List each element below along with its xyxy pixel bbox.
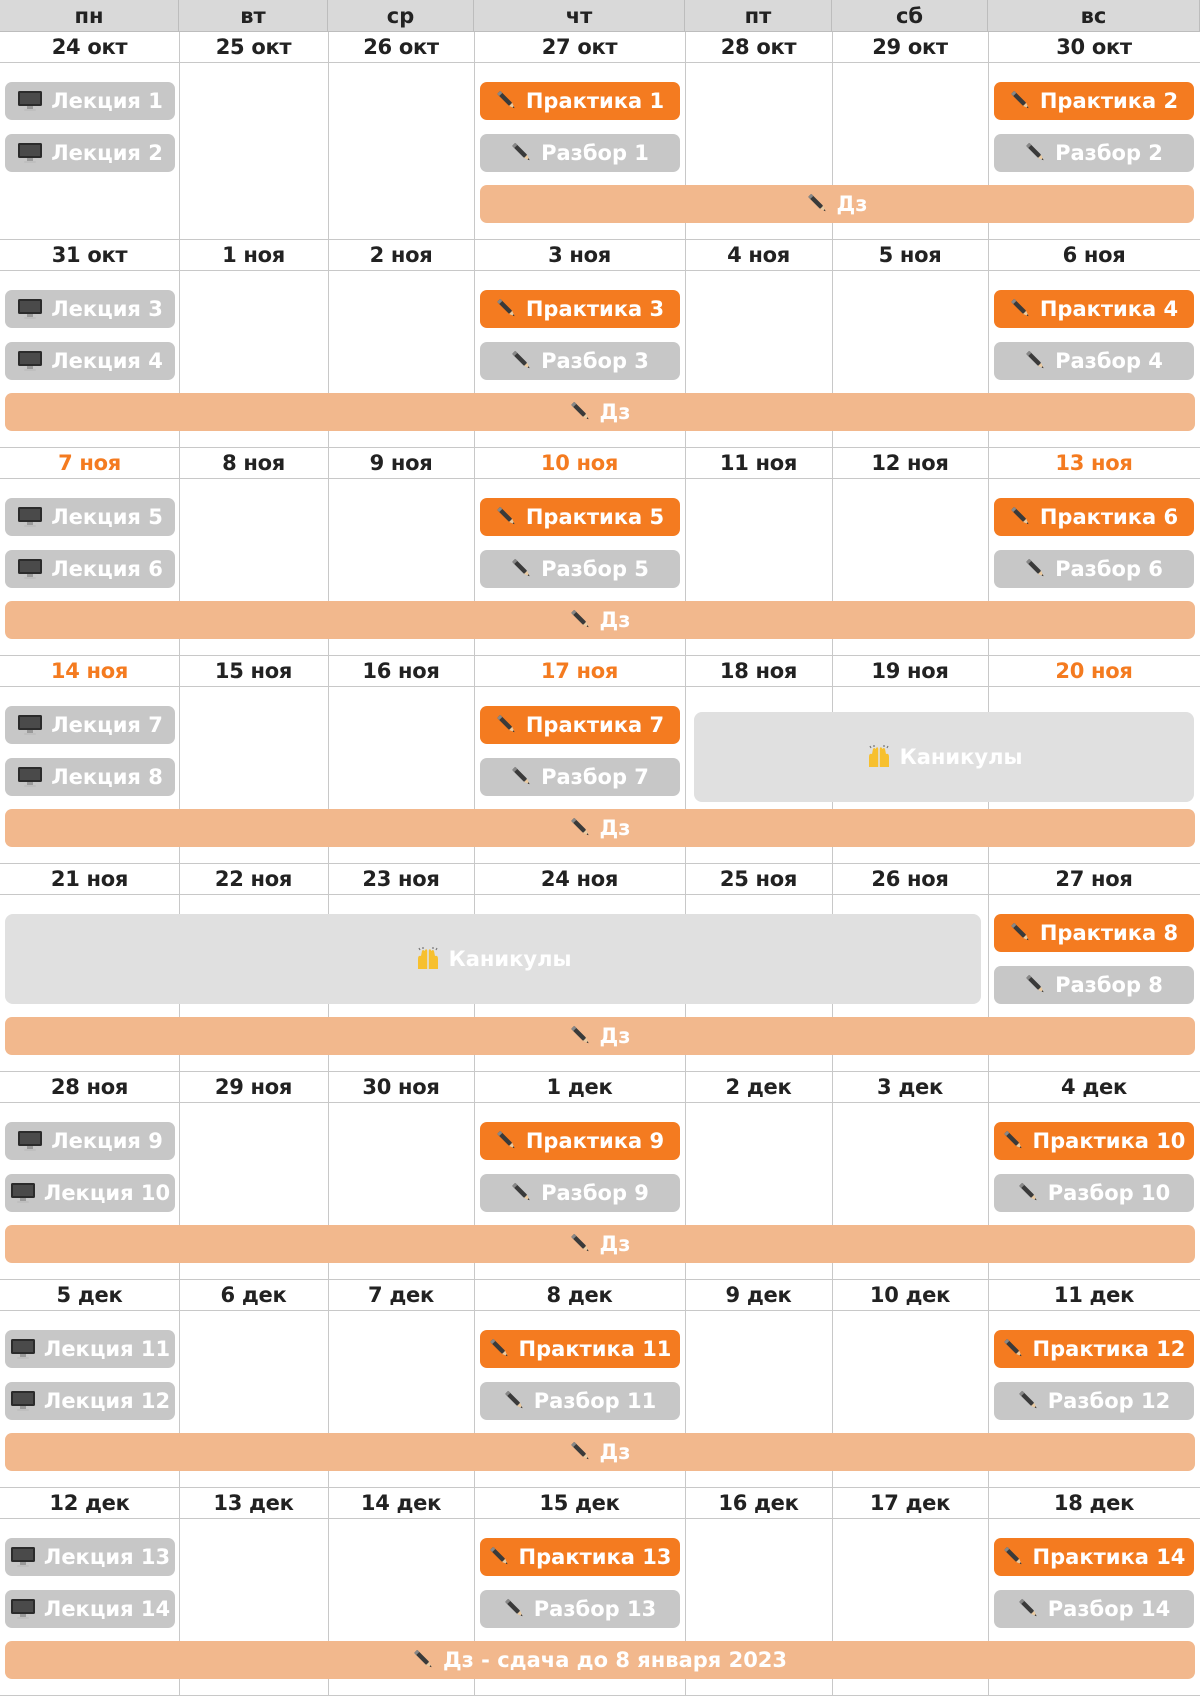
- date-label: 3 дек: [877, 1075, 943, 1099]
- lecture-pill[interactable]: [5, 1174, 175, 1212]
- practice-pill[interactable]: [480, 1538, 680, 1576]
- practice-pill[interactable]: [480, 1330, 680, 1368]
- practice-pill[interactable]: [994, 914, 1194, 952]
- lecture-pill[interactable]: [5, 290, 175, 328]
- review-pill[interactable]: [480, 1590, 680, 1628]
- date-label: 17 дек: [869, 1491, 951, 1515]
- practice-pill[interactable]: [994, 82, 1194, 120]
- date-label: 18 дек: [1053, 1491, 1135, 1515]
- pencil-icon: [1010, 298, 1032, 320]
- homework-bar[interactable]: [5, 1641, 1195, 1679]
- pill-label: Практика 5: [525, 505, 665, 529]
- pencil-icon: [1010, 90, 1032, 112]
- practice-pill[interactable]: [480, 82, 680, 120]
- homework-bar[interactable]: [5, 393, 1195, 431]
- grid-hline: [0, 1102, 1200, 1103]
- vacation-label: Каникулы: [448, 947, 572, 971]
- raised-hands-icon: [415, 947, 441, 971]
- pencil-icon: [489, 1338, 511, 1360]
- review-pill[interactable]: [480, 758, 680, 796]
- date-label: 9 ноя: [369, 451, 433, 475]
- review-pill[interactable]: [994, 342, 1194, 380]
- pencil-icon: [496, 298, 518, 320]
- weekday-header-2: ср: [328, 0, 474, 32]
- raised-hands-icon: [866, 745, 892, 769]
- date-label: 30 окт: [1056, 35, 1132, 59]
- pencil-icon: [504, 1598, 526, 1620]
- grid-hline: [0, 894, 1200, 895]
- weekday-header-6: вс: [988, 0, 1200, 32]
- pill-label: Разбор 6: [1055, 557, 1163, 581]
- date-label: 25 окт: [215, 35, 292, 59]
- date-label: 25 ноя: [719, 867, 798, 891]
- date-label: 3 ноя: [548, 243, 611, 267]
- practice-pill[interactable]: [994, 1330, 1194, 1368]
- grid-vline: [328, 32, 329, 240]
- pill-label: Практика 7: [525, 713, 665, 737]
- date-label: 9 дек: [725, 1283, 792, 1307]
- date-label: 10 ноя: [540, 451, 619, 475]
- grid-hline: [0, 478, 1200, 479]
- pencil-icon: [570, 1441, 592, 1463]
- pill-label: Лекция 9: [51, 1129, 163, 1153]
- vacation-label: Каникулы: [899, 745, 1023, 769]
- pencil-icon: [1025, 974, 1047, 996]
- date-label: 28 окт: [720, 35, 797, 59]
- review-pill[interactable]: [480, 1382, 680, 1420]
- date-label: 24 ноя: [540, 867, 619, 891]
- homework-bar[interactable]: [480, 185, 1194, 223]
- date-label: 14 ноя: [50, 659, 129, 683]
- date-label: 10 дек: [869, 1283, 951, 1307]
- pencil-icon: [1018, 1598, 1040, 1620]
- pill-label: Практика 12: [1032, 1337, 1186, 1361]
- date-label: 19 ноя: [871, 659, 949, 683]
- date-label: 17 ноя: [540, 659, 619, 683]
- pencil-icon: [504, 1390, 526, 1412]
- pencil-icon: [1003, 1338, 1025, 1360]
- date-label: 29 окт: [872, 35, 948, 59]
- pencil-icon: [413, 1649, 435, 1671]
- pencil-icon: [1018, 1182, 1040, 1204]
- date-label: 13 ноя: [1055, 451, 1133, 475]
- review-pill[interactable]: [994, 1382, 1194, 1420]
- date-label: 16 дек: [718, 1491, 799, 1515]
- pencil-icon: [570, 1025, 592, 1047]
- grid-vline: [474, 32, 475, 240]
- pencil-icon: [1010, 922, 1032, 944]
- computer-icon: [10, 1598, 36, 1620]
- lecture-pill[interactable]: [5, 706, 175, 744]
- pill-label: Разбор 9: [541, 1181, 649, 1205]
- pencil-icon: [511, 766, 533, 788]
- pill-label: Лекция 14: [43, 1597, 171, 1621]
- date-label: 23 ноя: [362, 867, 440, 891]
- pill-label: Практика 10: [1032, 1129, 1186, 1153]
- pill-label: Лекция 4: [51, 349, 163, 373]
- pencil-icon: [1003, 1130, 1025, 1152]
- homework-bar[interactable]: [5, 1017, 1195, 1055]
- review-pill[interactable]: [994, 550, 1194, 588]
- computer-icon: [17, 90, 43, 112]
- date-label: 22 ноя: [214, 867, 293, 891]
- date-label: 7 дек: [368, 1283, 434, 1307]
- computer-icon: [17, 1130, 43, 1152]
- review-pill[interactable]: [480, 134, 680, 172]
- date-label: 12 дек: [49, 1491, 130, 1515]
- pencil-icon: [496, 1130, 518, 1152]
- date-label: 15 ноя: [214, 659, 293, 683]
- vacation-block: [5, 914, 981, 1004]
- review-pill[interactable]: [994, 1590, 1194, 1628]
- pencil-icon: [1010, 506, 1032, 528]
- weekday-header-4: пт: [685, 0, 832, 32]
- grid-hline: [0, 270, 1200, 271]
- pill-label: Разбор 7: [541, 765, 649, 789]
- pencil-icon: [570, 817, 592, 839]
- practice-pill[interactable]: [994, 1538, 1194, 1576]
- grid-hline: [0, 62, 1200, 63]
- pencil-icon: [511, 142, 533, 164]
- date-label: 6 дек: [220, 1283, 287, 1307]
- pill-label: Дз: [599, 816, 631, 840]
- pill-label: Разбор 5: [541, 557, 649, 581]
- pill-label: Дз: [599, 400, 631, 424]
- pill-label: Дз: [599, 608, 631, 632]
- date-label: 21 ноя: [50, 867, 129, 891]
- computer-icon: [10, 1390, 36, 1412]
- lecture-pill[interactable]: [5, 1122, 175, 1160]
- pencil-icon: [511, 1182, 533, 1204]
- pill-label: Лекция 2: [51, 141, 163, 165]
- pencil-icon: [570, 1233, 592, 1255]
- lecture-pill[interactable]: [5, 1538, 175, 1576]
- computer-icon: [17, 766, 43, 788]
- pill-label: Дз: [836, 192, 868, 216]
- pencil-icon: [570, 401, 592, 423]
- lecture-pill[interactable]: [5, 550, 175, 588]
- pill-label: Практика 3: [525, 297, 665, 321]
- pencil-icon: [1025, 142, 1047, 164]
- date-label: 13 дек: [213, 1491, 294, 1515]
- pencil-icon: [1018, 1390, 1040, 1412]
- pill-label: Практика 4: [1039, 297, 1179, 321]
- review-pill[interactable]: [480, 1174, 680, 1212]
- weekday-header-3: чт: [474, 0, 685, 32]
- grid-hline: [0, 1518, 1200, 1519]
- lecture-pill[interactable]: [5, 1590, 175, 1628]
- date-label: 8 дек: [546, 1283, 613, 1307]
- computer-icon: [10, 1338, 36, 1360]
- weekday-header-0: пн: [0, 0, 179, 32]
- date-label: 6 ноя: [1062, 243, 1126, 267]
- lecture-pill[interactable]: [5, 1382, 175, 1420]
- pill-label: Практика 6: [1039, 505, 1179, 529]
- grid-vline: [179, 32, 180, 240]
- pencil-icon: [1003, 1546, 1025, 1568]
- date-label: 30 ноя: [362, 1075, 440, 1099]
- date-label: 28 ноя: [50, 1075, 129, 1099]
- pill-label: Дз: [599, 1024, 631, 1048]
- pill-label: Лекция 8: [51, 765, 163, 789]
- pill-label: Лекция 11: [43, 1337, 171, 1361]
- grid-hline: [0, 1310, 1200, 1311]
- computer-icon: [17, 142, 43, 164]
- lecture-pill[interactable]: [5, 82, 175, 120]
- review-pill[interactable]: [994, 134, 1194, 172]
- pill-label: Разбор 13: [533, 1597, 657, 1621]
- pill-label: Дз: [599, 1232, 631, 1256]
- homework-bar[interactable]: [5, 809, 1195, 847]
- pill-label: Разбор 2: [1055, 141, 1163, 165]
- date-label: 11 дек: [1053, 1283, 1135, 1307]
- pill-label: Лекция 12: [43, 1389, 171, 1413]
- practice-pill[interactable]: [994, 290, 1194, 328]
- practice-pill[interactable]: [480, 706, 680, 744]
- lecture-pill[interactable]: [5, 1330, 175, 1368]
- date-label: 2 дек: [725, 1075, 792, 1099]
- pill-label: Разбор 1: [541, 141, 649, 165]
- pencil-icon: [1025, 558, 1047, 580]
- lecture-pill[interactable]: [5, 758, 175, 796]
- weekday-header-1: вт: [179, 0, 328, 32]
- date-label: 31 окт: [51, 243, 128, 267]
- pill-label: Разбор 8: [1055, 973, 1163, 997]
- computer-icon: [17, 714, 43, 736]
- date-label: 2 ноя: [369, 243, 433, 267]
- date-label: 1 ноя: [222, 243, 285, 267]
- pill-label: Разбор 11: [533, 1389, 657, 1413]
- pill-label: Разбор 12: [1047, 1389, 1171, 1413]
- practice-pill[interactable]: [480, 290, 680, 328]
- pill-label: Практика 1: [525, 89, 665, 113]
- pill-label: Практика 14: [1032, 1545, 1186, 1569]
- computer-icon: [17, 350, 43, 372]
- computer-icon: [10, 1546, 36, 1568]
- date-label: 29 ноя: [214, 1075, 293, 1099]
- date-label: 4 ноя: [727, 243, 790, 267]
- pencil-icon: [511, 558, 533, 580]
- pill-label: Дз - сдача до 8 января 2023: [442, 1648, 788, 1672]
- pill-label: Практика 8: [1039, 921, 1179, 945]
- pill-label: Лекция 7: [51, 713, 163, 737]
- pill-label: Практика 2: [1039, 89, 1179, 113]
- date-label: 14 дек: [360, 1491, 442, 1515]
- homework-bar[interactable]: [5, 1433, 1195, 1471]
- date-label: 16 ноя: [362, 659, 440, 683]
- pill-label: Практика 13: [518, 1545, 672, 1569]
- lecture-pill[interactable]: [5, 498, 175, 536]
- review-pill[interactable]: [480, 550, 680, 588]
- date-label: 27 ноя: [1055, 867, 1133, 891]
- date-label: 12 ноя: [871, 451, 949, 475]
- pill-label: Лекция 13: [43, 1545, 171, 1569]
- homework-bar[interactable]: [5, 601, 1195, 639]
- pencil-icon: [570, 609, 592, 631]
- weekday-header-5: сб: [832, 0, 988, 32]
- date-label: 20 ноя: [1055, 659, 1133, 683]
- computer-icon: [17, 506, 43, 528]
- pencil-icon: [496, 714, 518, 736]
- date-label: 1 дек: [546, 1075, 613, 1099]
- review-pill[interactable]: [994, 966, 1194, 1004]
- homework-bar[interactable]: [5, 1225, 1195, 1263]
- date-label: 4 дек: [1061, 1075, 1127, 1099]
- pill-label: Лекция 5: [51, 505, 163, 529]
- review-pill[interactable]: [480, 342, 680, 380]
- date-label: 24 окт: [51, 35, 128, 59]
- grid-hline: [0, 686, 1200, 687]
- pill-label: Практика 9: [525, 1129, 665, 1153]
- pencil-icon: [496, 506, 518, 528]
- lecture-pill[interactable]: [5, 134, 175, 172]
- pencil-icon: [489, 1546, 511, 1568]
- pill-label: Практика 11: [518, 1337, 672, 1361]
- pill-label: Разбор 3: [541, 349, 649, 373]
- date-label: 26 ноя: [871, 867, 949, 891]
- pencil-icon: [496, 90, 518, 112]
- computer-icon: [17, 558, 43, 580]
- vacation-block: [694, 712, 1194, 802]
- practice-pill[interactable]: [480, 498, 680, 536]
- lecture-pill[interactable]: [5, 342, 175, 380]
- practice-pill[interactable]: [994, 1122, 1194, 1160]
- pill-label: Лекция 6: [51, 557, 163, 581]
- practice-pill[interactable]: [994, 498, 1194, 536]
- grid-hline: [0, 1695, 1200, 1696]
- date-label: 8 ноя: [222, 451, 285, 475]
- pill-label: Лекция 10: [43, 1181, 171, 1205]
- pill-label: Разбор 4: [1055, 349, 1163, 373]
- pencil-icon: [1025, 350, 1047, 372]
- pill-label: Дз: [599, 1440, 631, 1464]
- computer-icon: [17, 298, 43, 320]
- review-pill[interactable]: [994, 1174, 1194, 1212]
- computer-icon: [10, 1182, 36, 1204]
- date-label: 5 ноя: [878, 243, 942, 267]
- pill-label: Разбор 10: [1047, 1181, 1171, 1205]
- date-label: 26 окт: [363, 35, 439, 59]
- date-label: 11 ноя: [719, 451, 798, 475]
- pencil-icon: [511, 350, 533, 372]
- pill-label: Лекция 3: [51, 297, 163, 321]
- pill-label: Лекция 1: [51, 89, 163, 113]
- date-label: 7 ноя: [58, 451, 121, 475]
- date-label: 27 окт: [541, 35, 618, 59]
- pencil-icon: [807, 193, 829, 215]
- date-label: 18 ноя: [719, 659, 798, 683]
- pill-label: Разбор 14: [1047, 1597, 1171, 1621]
- date-label: 15 дек: [539, 1491, 620, 1515]
- date-label: 5 дек: [56, 1283, 123, 1307]
- practice-pill[interactable]: [480, 1122, 680, 1160]
